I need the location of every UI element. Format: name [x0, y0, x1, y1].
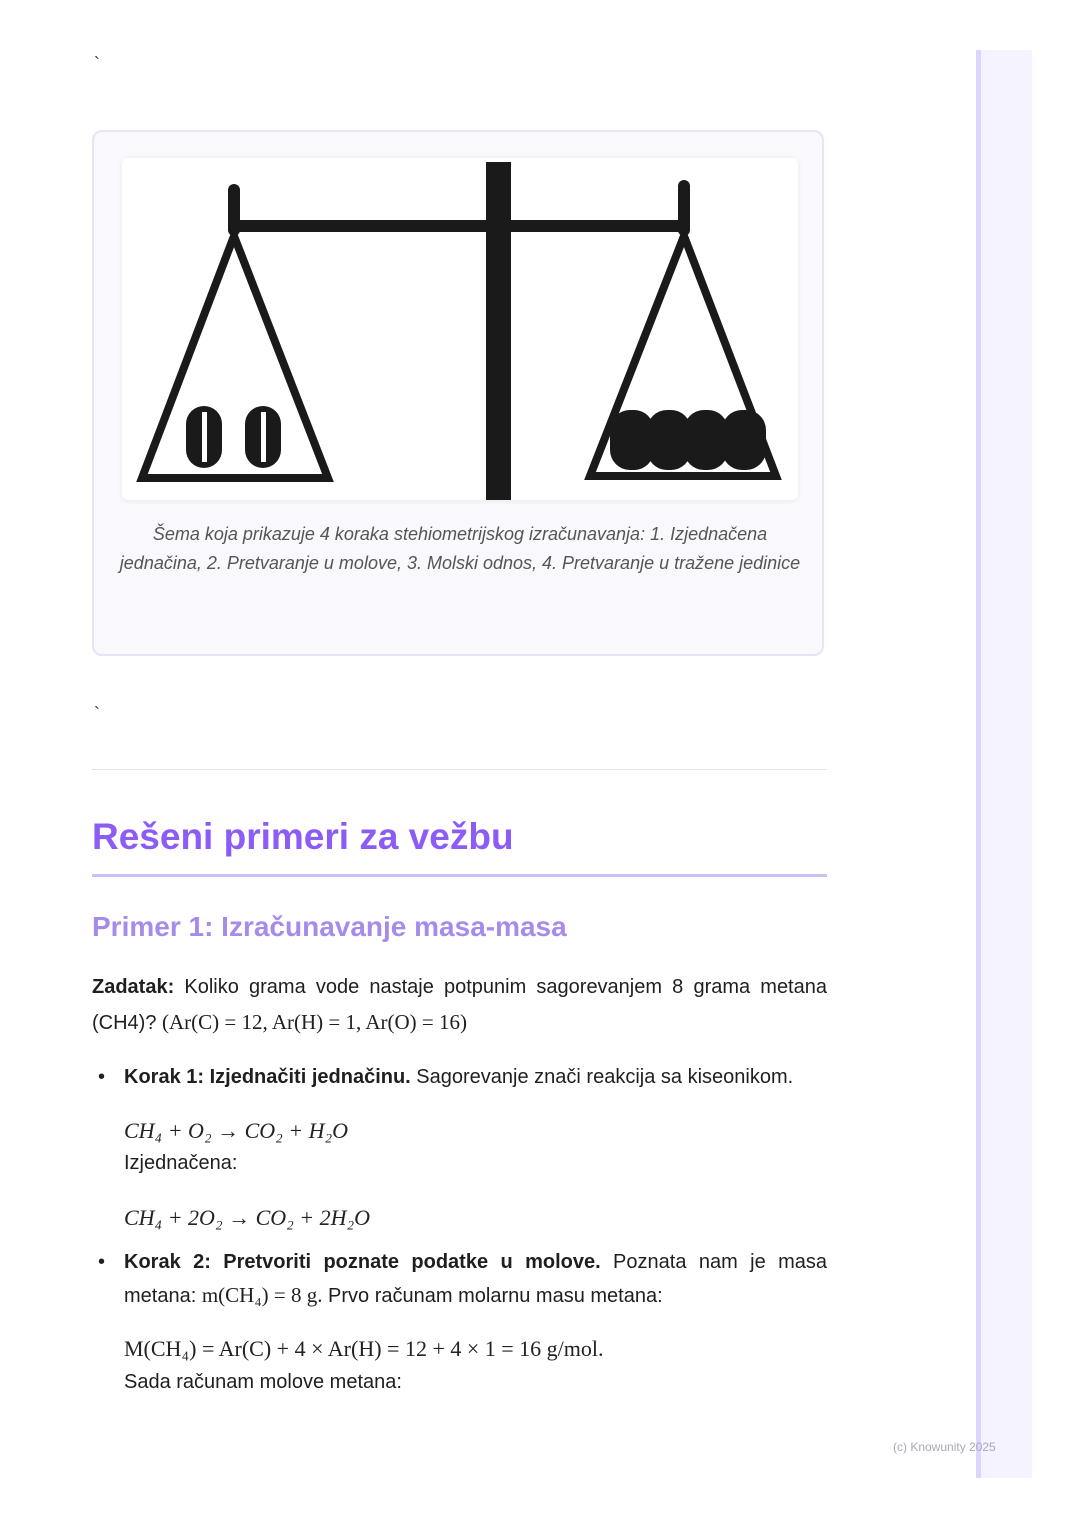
- figure-caption: Šema koja prikazuje 4 koraka stehiometrijskog izračunavanja: 1. Izjednačena jednačina, 2. Pretvaranje u molove, 3. Molski odnos, 4. Pretvaranje u tražene jedinice: [119, 524, 801, 573]
- section-title: Rešeni primeri za vežbu: [92, 816, 514, 857]
- example-title: Primer 1: Izračunavanje masa-masa: [92, 911, 567, 942]
- divider: [92, 769, 827, 770]
- equation-unbalanced: CH₄ + O₂ → CO₂ + H₂O: [124, 1118, 349, 1143]
- moles-intro-text: Sada računam molove metana:: [124, 1371, 402, 1393]
- step-2-text-cont: Prvo računam molarnu masu metana:: [322, 1285, 663, 1307]
- bullet-icon: •: [98, 1066, 106, 1088]
- stray-backtick: `: [94, 54, 100, 74]
- task-label: Zadatak:: [92, 976, 175, 998]
- task-given-values: (Ar(C) = 12, Ar(H) = 1, Ar(O) = 16): [162, 1010, 467, 1034]
- balanced-label: Izjednačena:: [124, 1152, 238, 1174]
- step-1-item: [98, 1061, 827, 1094]
- figure-card: [92, 130, 824, 656]
- step-1-label: Korak 1: Izjednačiti jednačinu.: [124, 1066, 411, 1088]
- balance-scale-icon: [122, 158, 798, 500]
- section-title-underline: [92, 874, 827, 877]
- step-2-mass: m(CH₄) = 8 g.: [201, 1283, 323, 1307]
- stray-backtick: `: [94, 704, 100, 724]
- step-1-text: Sagorevanje znači reakcija sa kiseonikom.: [410, 1066, 794, 1088]
- copyright-text: (c) Knowunity 2025: [893, 1440, 996, 1454]
- step-2-label: Korak 2: Pretvoriti poznate podatke u molove.: [124, 1251, 601, 1273]
- balance-scale-image: [122, 158, 798, 500]
- bullet-icon: •: [98, 1251, 106, 1273]
- task-text: Koliko grama vode nastaje potpunim sagorevanjem 8 grama metana (CH4)?: [92, 976, 827, 1034]
- right-margin-panel: [976, 50, 1032, 1478]
- right-margin-accent: [976, 50, 981, 1478]
- step-2-text: Poznata nam je masa metana:: [124, 1251, 827, 1307]
- step-2-item: [98, 1246, 827, 1313]
- task-paragraph: [92, 970, 827, 1041]
- equation-balanced: CH₄ + 2O₂ → CO₂ + 2H₂O: [124, 1205, 371, 1230]
- equation-molar-mass: M(CH₄) = Ar(C) + 4 × Ar(H) = 12 + 4 × 1 = 16 g/mol.: [124, 1336, 604, 1361]
